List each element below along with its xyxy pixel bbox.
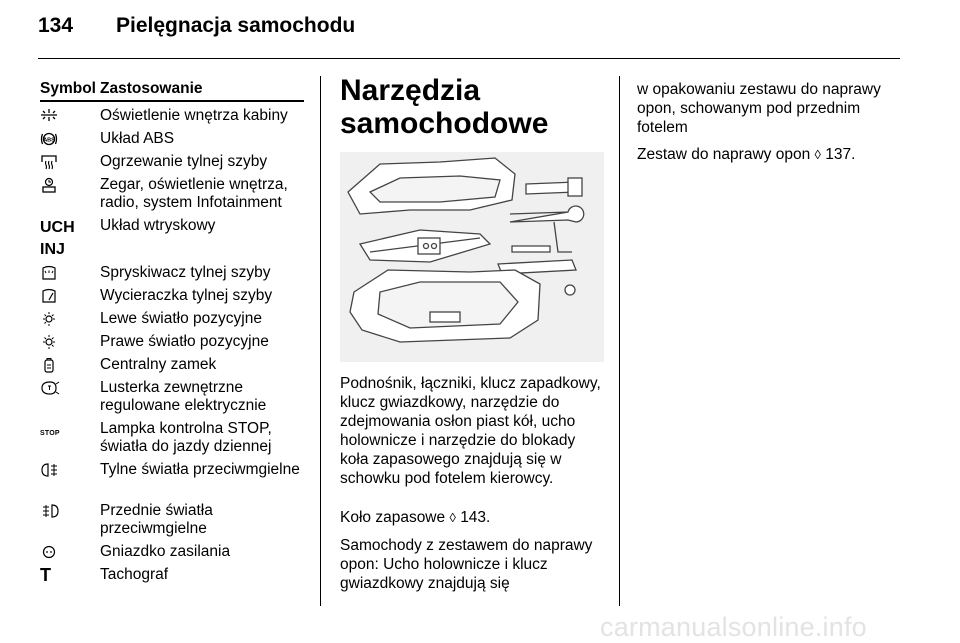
svg-text:ABS: ABS (43, 137, 55, 144)
row-text: Tachograf (100, 566, 169, 583)
row-text: Przednie światła przeciwmgielne (100, 502, 213, 537)
right-parking-light-icon (40, 333, 100, 356)
row-text: Lewe światło pozycyjne (100, 310, 262, 327)
table-row (40, 379, 304, 420)
left-parking-light-icon (40, 310, 100, 333)
row-text: Zegar, oświetlenie wnętrza, radio, system Infotainment (100, 176, 288, 211)
spare-wheel-ref (340, 508, 604, 527)
table-row (40, 310, 304, 333)
row-text: Układ ABS (100, 130, 175, 147)
table-row (40, 543, 304, 566)
row-text: Prawe światło pozycyjne (100, 333, 269, 350)
row-text: Centralny zamek (100, 356, 217, 373)
front-fog-light-icon (40, 502, 100, 543)
tyre-kit-label: Zestaw do naprawy opon (637, 146, 811, 163)
section-title (340, 74, 604, 140)
kit-storage-text: w opakowaniu zestawu do naprawy opon, schowanym pod przednim fotelem (637, 81, 881, 136)
table-row (40, 356, 304, 379)
table-row (40, 176, 304, 217)
power-mirror-icon (40, 379, 100, 420)
tools-description: Podnośnik, łączniki, klucz zapadkowy, klucz gwiazdkowy, narzędzie do zdejmowania osłon piast kół, ucho holownicze i narzędzie do blokady koła zapasowego znajdują się w schowku pod fotelem kierowcy. (340, 375, 601, 487)
vehicle-tools-illustration (340, 152, 604, 362)
row-text: Spryskiwacz tylnej szyby (100, 264, 271, 281)
tyre-kit-page[interactable]: 137. (825, 146, 856, 163)
page-title: Pielęgnacja samochodu (116, 14, 356, 37)
header-rule (38, 58, 900, 59)
row-text: Tylne światła przeciwmgielne (100, 461, 300, 478)
col-symbol-header: Symbol (40, 80, 96, 97)
column-divider (320, 76, 321, 606)
rear-washer-icon (40, 264, 100, 287)
symbol-text: UCH INJ (40, 219, 75, 258)
tools-section (340, 74, 604, 592)
spare-wheel-page[interactable]: 143. (460, 509, 491, 526)
abs-icon (40, 130, 100, 153)
symbol-text: T (40, 565, 51, 585)
page-ref-arrow-icon: ◊ (814, 147, 821, 162)
rear-wiper-icon (40, 287, 100, 310)
rear-window-heating-icon (40, 153, 100, 176)
tyre-kit-ref (637, 145, 901, 164)
symbol-table (40, 80, 304, 589)
rear-fog-light-icon (40, 461, 100, 502)
column-divider (619, 76, 620, 606)
table-row (40, 333, 304, 356)
table-row (40, 130, 304, 153)
table-row (40, 420, 304, 461)
table-header (40, 80, 304, 102)
section-title-line2: samochodowe (340, 107, 549, 140)
table-row (40, 264, 304, 287)
table-row (40, 287, 304, 310)
page-number: 134 (38, 14, 74, 37)
table-row (40, 107, 304, 130)
row-text: Układ wtryskowy (100, 217, 216, 234)
page-ref-arrow-icon: ◊ (449, 510, 456, 525)
row-text: Ogrzewanie tylnej szyby (100, 153, 268, 170)
spare-wheel-label: Koło zapasowe (340, 509, 446, 526)
row-text: Lusterka zewnętrzne regulowane elektrycznie (100, 379, 267, 414)
section-title-line1: Narzędzia (340, 74, 481, 107)
table-row (40, 502, 304, 543)
col-usage-header: Zastosowanie (100, 80, 203, 97)
row-text: Lampka kontrolna STOP, światła do jazdy dziennej (100, 420, 272, 455)
table-row (40, 566, 304, 589)
row-text: Oświetlenie wnętrza kabiny (100, 107, 288, 124)
row-text: Gniazdko zasilania (100, 543, 231, 560)
tyre-repair-kit-note: Samochody z zestawem do naprawy opon: Ucho holownicze i klucz gwiazdkowy znajdują się (340, 537, 593, 592)
table-row (40, 461, 304, 502)
table-row (40, 153, 304, 176)
power-socket-icon (40, 543, 100, 566)
page-header (38, 14, 355, 38)
watermark: carmanualsonline.info (600, 612, 867, 642)
row-text: Wycieraczka tylnej szyby (100, 287, 273, 304)
clock-icon (40, 176, 100, 217)
symbol-text: STOP (40, 430, 60, 437)
table-row (40, 217, 304, 264)
central-lock-icon (40, 356, 100, 379)
interior-light-icon (40, 107, 100, 130)
column-three (637, 80, 901, 164)
